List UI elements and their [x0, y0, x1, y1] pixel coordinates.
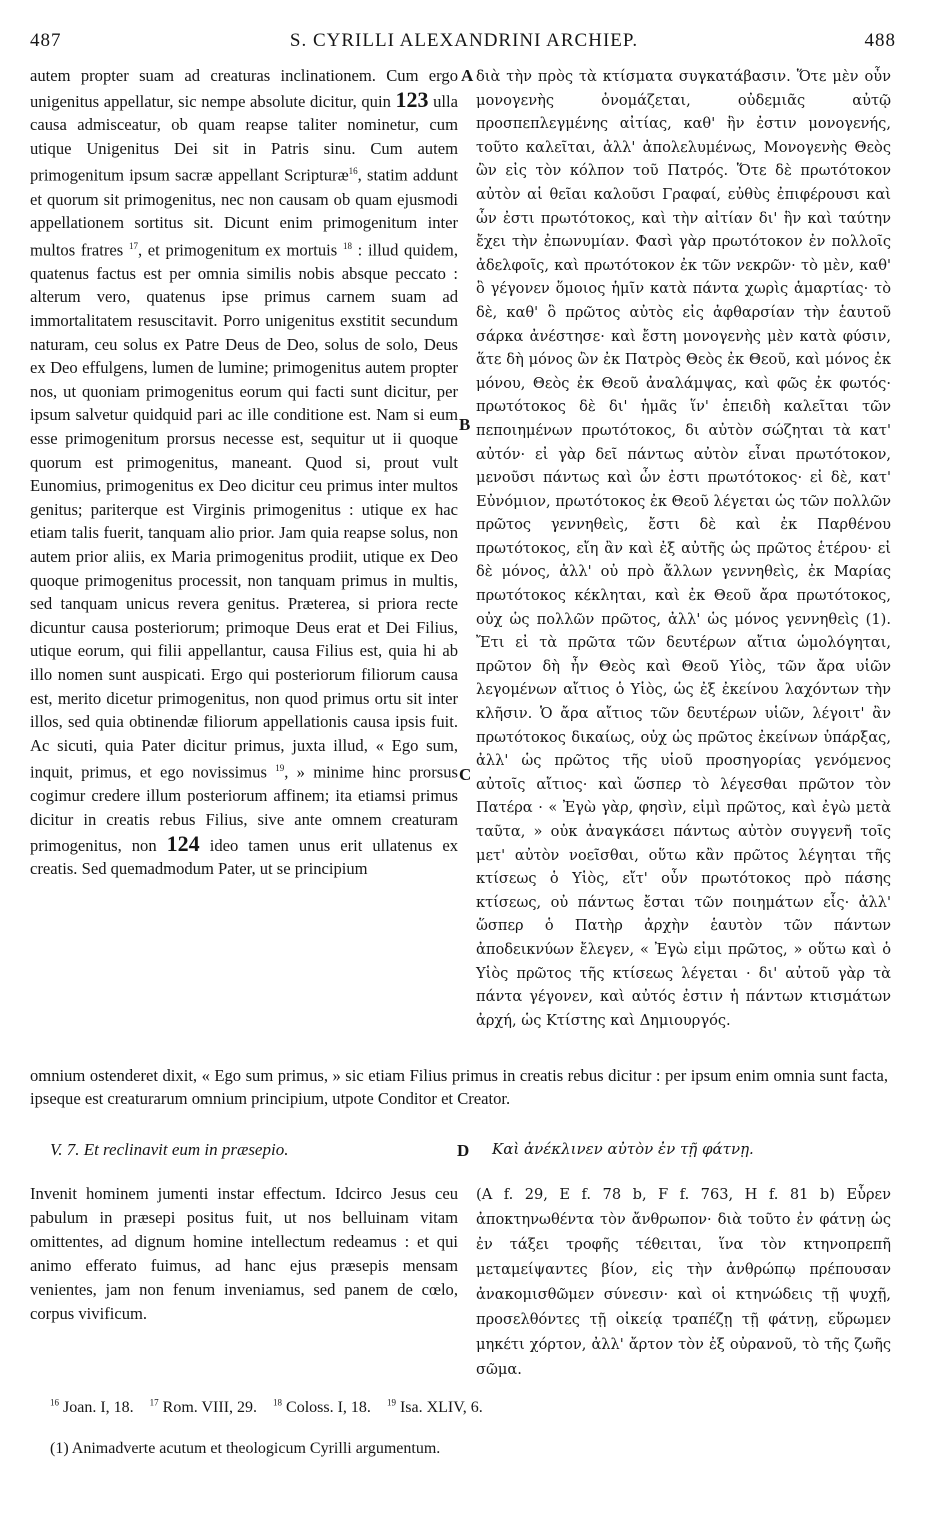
footnote-ref-16: $^{16}$ Joan. I, 18.	[50, 1398, 134, 1417]
latin-text: ideo tamen unus erit ullatenus ex creatis. Sed quemadmodum Pater, ut se principium	[30, 835, 458, 879]
column-number: 123	[395, 86, 429, 112]
running-header	[0, 30, 928, 56]
page-number-right: 488	[864, 30, 896, 51]
margin-letter-a: A	[461, 66, 474, 85]
footnote-ref: 18	[342, 240, 352, 251]
latin-section-heading: V. 7. Et reclinavit eum in præsepio.	[50, 1140, 289, 1159]
greek-section-text: (A f. 29, E f. 78 b, F f. 763, H f. 81 b) Εὗρεν ἀποκτηνωθέντα τὸν ἄνθρωπον· διὰ τοῦτο ἐν φάτνῃ ὡς ἐν τάξει τροφῆς τέθειται, ἵνα τὸν κτηνοπρεπῆ μεταμείψαντες βίον, εἰς τὴν ἀνθρώπῳ πρέπουσαν ἀνακομισθῶμεν σύνεσιν· καὶ οἱ κτηνώδεις τῇ ψυχῇ, προσελθόντες τῇ οἰκείᾳ τραπέζῃ τῇ φάτνῃ, εὕρωμεν μηκέτι χόρτον, ἀλλ' ἄρτον τὸν ἐξ οὐρανοῦ, τὸ τῆς ζωῆς σῶμα.	[476, 1186, 891, 1378]
latin-text: ulla causa admisceatur, ob quam reapse taliter nominetur, cum utique Unigenitus Dei sit in Patris sinu. Cum autem primogenitum ipsum sacræ appellant Scripturæ	[30, 91, 458, 185]
footnote-1: (1) Animadverte acutum et theologicum Cyrilli argumentum.	[50, 1440, 441, 1457]
spanning-text: omnium ostenderet dixit, « Ego sum primus, » sic etiam Filius primus in creatis rebus dicitur : per ipsum enim omnia sunt facta, ipseque est creaturarum omnium principium, utpote Conditor et Creator.	[30, 1066, 888, 1108]
column-number: 124	[166, 830, 200, 856]
page-number-left: 487	[30, 30, 62, 51]
latin-text: , et primogenitum ex mortuis	[137, 240, 338, 260]
margin-letter-d: D	[457, 1141, 470, 1160]
margin-letter-b: B	[459, 415, 471, 434]
running-title: S. CYRILLI ALEXANDRINI ARCHIEP.	[289, 30, 639, 51]
footnote-ref: 16	[348, 166, 358, 177]
latin-paragraph	[30, 64, 458, 881]
footnote-ref-17: $^{17}$ Rom. VIII, 29.	[149, 1398, 258, 1417]
latin-section-text: Invenit hominem jumenti instar effectum. Idcirco Jesus ceu pabulum in præsepi positus fuit, ut nos belluinam vitam omittentes, ad dignum homine intellectum redeamus : et qui animo efferato fuimus, ad hanc ejus præsepis mensam venientes, jam non fenum inveniamus, sed panem de cœlo, corpus vivificum.	[30, 1184, 458, 1323]
footnote-ref-18: $^{18}$ Coloss. I, 18.	[273, 1398, 371, 1417]
footnote-ref-19: $^{19}$ Isa. XLIV, 6.	[386, 1398, 483, 1417]
footnote-ref: 17	[128, 240, 138, 251]
greek-column	[476, 65, 891, 1032]
greek-paragraph: διὰ τὴν πρὸς τὰ κτίσματα συγκατάβασιν. Ὅτε μὲν οὖν μονογενὴς ὀνομάζεται, οὐδεμιᾶς αὐτῷ προσπεπλεγμένης αἰτίας, καθ' ἣν ἐστιν μονογενής, τοῦτο καλεῖται, ἀλλ' ἀπολελυμένως, Μονογενὴς Θεὸς ὢν εἰς τὸν κόλπον τοῦ Πατρός. Ὅτε δὲ πρωτότοκον αὐτὸν αἱ θεῖαι καλοῦσι Γραφαί, εὐθὺς ἐπιφέρουσι καὶ ὧν ἐστι πρωτότοκος, καὶ τὴν αἰτίαν δι' ἣν καὶ ταύτην ἔχει τὴν ἐπωνυμίαν. Φασὶ γὰρ πρωτότοκον ἐν πολλοῖς ἀδελφοῖς, καὶ πρωτότοκον ἐκ τῶν νεκρῶν· τὸ μὲν, καθ' ὃ γέγονεν ὅμοιος ἡμῖν κατὰ πάντα χωρὶς ἁμαρτίας· τὸ δὲ, καθ' ὃ πρῶτος αὐτὸς εἰς ἀφθαρσίαν τὴν ἑαυτοῦ σάρκα ἀνέστησε· καὶ ἔστη μονογενὴς μὲν κατὰ φύσιν, ἅτε δὴ μόνος ὢν ἐκ Πατρὸς Θεὸς ἐκ Θεοῦ, καὶ μόνος ἐκ μόνου, Θεὸς ἐκ Θεοῦ ἀναλάμψας, καὶ φῶς ἐκ φωτός· πρωτότοκος δὲ δι' ἡμᾶς ἵν' ἐπειδὴ καλεῖται τῶν πεποιημένων πρωτότοκος, δι αὐτὸν σώζηται τὰ κατ' αὐτόν· εἰ γὰρ δεῖ πάντως αὐτὸν εἶναι πρωτότοκον, μενοῦσι πάντως καὶ ὧν ἐστι πρωτότοκος· εἰ δὲ, κατ' Εὐνόμιον, πρωτότοκος ἐκ Θεοῦ λέγεται ὡς τῶν πολλῶν πρῶτος γεννηθεὶς, ἔστι δὲ καὶ ἐκ Παρθένου πρωτότοκος, εἴη ἂν καὶ ἐξ αὐτῆς ὡς πρῶτος ἑτέρου· εἰ δὲ μόνος, ἀλλ' οὐ πρὸ ἄλλων γεννηθεὶς, ἐκ Μαρίας πρωτότοκος κέκληται, καὶ ἐκ Θεοῦ ἄρα πρωτότοκος, οὐχ ὡς πολλῶν πρῶτος, ἀλλ' ὡς μόνος γεννηθεὶς (1). Ἔτι εἰ τὰ πρῶτα τῶν δευτέρων αἴτια ὡμολόγηται, πρῶτον δὴ ἦν Θεὸς καὶ Θεοῦ Υἱὸς, τῶν ἄρα υἱῶν λεγομένων αἴτιος ὁ Υἱὸς, ὡς ἐξ ἐκείνου λαχόντων τὴν κλῆσιν. Ὁ ἄρα αἴτιος τῶν δευτέρων υἱῶν, λέγοιτ' ἂν πρωτότοκος δικαίως, οὐχ ὡς πρῶτος ἐκείνων ὑπάρξας, ἀλλ' ὡς πρῶτος τῆς υἱοῦ προσηγορίας γενόμενος αὐτοῖς αἴτιος· καὶ ὥσπερ τὸ λέγεσθαι πρῶτον τὸν Πατέρα · « Ἐγὼ γὰρ, φησὶν, εἰμὶ πρῶτος, καὶ ἐγὼ μετὰ ταῦτα, » οὐκ ἀναγκάσει πάντως αὐτὸν συγγενῆ τοῖς μετ' αὐτὸν νοεῖσθαι, οὕτω κἂν πρῶτος λέγηται τῆς κτίσεως ὁ Υἱὸς, εἴτ' οὖν πρωτότοκος πρὸ πάσης κτίσεως, οὐ πάντως ἔσται τῶν ποιημάτων εἷς· ἀλλ' ὥσπερ ὁ Πατὴρ ἀρχὴν ἑαυτὸν τῶν πάντων ἀποδεικνύων ἔλεγεν, « Ἐγὼ εἰμι πρῶτος, » οὕτω καὶ ὁ Υἱὸς πρῶτος τῆς κτίσεως λέγεται · δι' αὐτοῦ γὰρ τὰ πάντα γέγονεν, καὶ αὐτός ἐστιν ἡ πάντων κτισμάτων ἀρχή, ὡς Κτίστης καὶ Δημιουργός.	[476, 68, 891, 1029]
latin-text: autem propter suam ad creaturas inclinationem. Cum ergo unigenitus appellatur, sic nempe absolute dicitur, quin	[30, 66, 458, 111]
latin-text: , statim addunt et quorum sit primogenitus, nec non causam ob quam ejusmodi appellationem sortitus sit. Dicunt enim primogenitum inter multos fratres	[30, 165, 458, 260]
greek-section-heading: Καὶ ἀνέκλινεν αὐτὸν ἐν τῇ φάτνῃ.	[492, 1140, 754, 1158]
footnote-ref: 19	[275, 763, 285, 774]
margin-letter-c: C	[459, 765, 472, 784]
footnote-references	[50, 1398, 483, 1417]
latin-column	[30, 64, 458, 881]
latin-text: : illud quidem, quatenus factus est per omnia similis nobis absque peccato : alterum vero, quatenus ipse primus carnem suam ad immortalitatem resuscitavit. Porro unigenitus exstitit secundum naturam, ceu solus ex Patre Deus de Deo, solus de solo, Deus ex Deo effulgens, lumen de lumine; primogenitus autem propter nos, ut quoniam primogenitus eorum qui facti sunt dicitur, per ipsum salvetur quidquid pari ac ille conditione est. Nam si eum esse primogenitum prorsus necesse est, sequitur ut ii quoque quorum est primogenitus, maneant. Quod si, prout vult Eunomius, primogenitus ex Deo dicitur ceu primus inter multos genitus; pariterque est Virginis primogenitus : utique ex hac etiam talis fuerit, tanquam alio prior. Jam quia reapse solus, non autem prior aliis, ex Maria primogenitus prodiit, utique ex Deo quoque primogenitus processit, non tanquam primus in multis, sed tanquam unicus revera genitus. Præterea, si priora recte dicuntur causa posteriorum; primoque Deus erat et Dei Filius, utique eorum, qui filii appellantur, causa Filius est, quia hi ab illo nomen sunt auspicati. Ergo qui posteriorum filiorum causa est, merito dicetur primogenitus, non quod primus ortu sit inter illos, sed quia obtinendæ filiorum appellationis causa ipsis fuit. Ac sicuti, quia Pater dicitur primus, juxta illud, « Ego sum, inquit, primus, et ego novissimus	[30, 240, 458, 782]
latin-text: , » minime hinc prorsus cogimur credere illum posteriorum affinem; ita etiamsi primus dicitur in creatis rebus Filius, sive ante omnem creaturam primogenitus, non	[30, 762, 458, 855]
